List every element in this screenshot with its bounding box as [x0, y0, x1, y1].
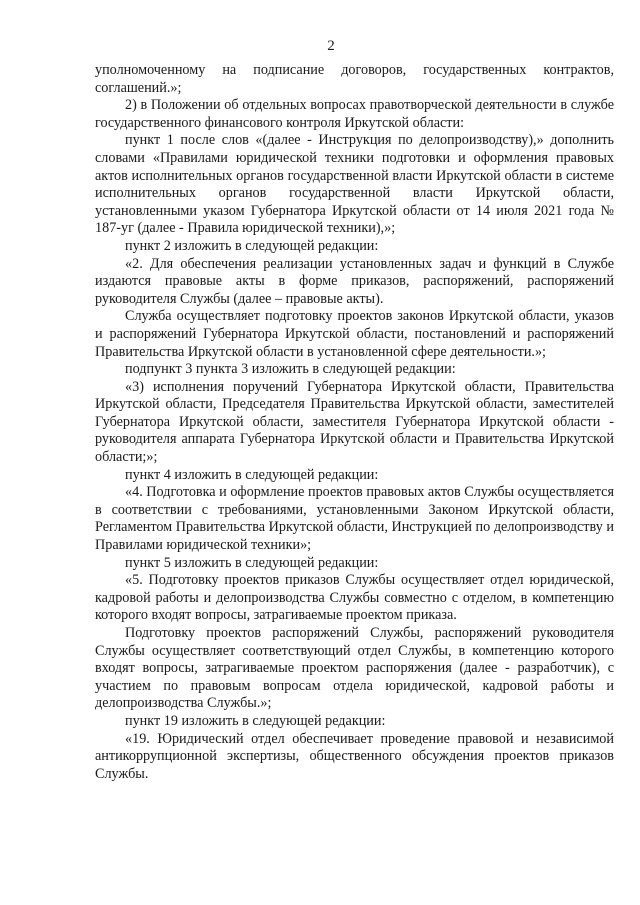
- page-number: 2: [327, 38, 335, 54]
- paragraph-1: уполномоченному на подписание договоров, государственных контрактов, соглашений.»;: [95, 62, 614, 96]
- paragraph-12: «5. Подготовку проектов приказов Службы осуществляет отдел юридической, кадровой работы и делопроизводства Службы совместно с отделом, в компетенцию которого входят вопросы, затрагиваемые проектом приказа.: [95, 572, 614, 624]
- document-body: [95, 62, 614, 783]
- paragraph-8: «3) исполнения поручений Губернатора Иркутской области, Правительства Иркутской области, Председателя Правительства Иркутской области, заместителей Губернатора Иркутской области, заместителя Губернатора Иркутской области - руководителя аппарата Губернатора Иркутской области и Правительства Иркутской области;»;: [95, 378, 614, 466]
- paragraph-2: 2) в Положении об отдельных вопросах правотворческой деятельности в службе государственного финансового контроля Иркутской области:: [95, 97, 614, 131]
- paragraph-6: Служба осуществляет подготовку проектов законов Иркутской области, указов и распоряжений Губернатора Иркутской области, постановлений и распоряжений Правительства Иркутской области в установленной сфере деятельности.»;: [95, 308, 614, 360]
- paragraph-7: подпункт 3 пункта 3 изложить в следующей редакции:: [125, 361, 456, 378]
- paragraph-10: «4. Подготовка и оформление проектов правовых актов Службы осуществляется в соответствии с требованиями, установленными Законом Иркутской области, Регламентом Правительства Иркутской области, Инструкцией по делопроизводству и Правилами юридической техники»;: [95, 484, 614, 554]
- paragraph-14: пункт 19 изложить в следующей редакции:: [125, 712, 386, 729]
- paragraph-13: Подготовку проектов распоряжений Службы, распоряжений руководителя Службы осуществляет соответствующий отдел Службы, в компетенцию которого входят вопросы, затрагиваемые проектом распоряжения (далее - разработчик), с участием по правовым вопросам отдела юридической, кадровой работы и делопроизводства Службы.»;: [95, 625, 614, 712]
- paragraph-3: пункт 1 после слов «(далее - Инструкция по делопроизводству),» дополнить словами «Правилами юридической техники подготовки и оформления правовых актов исполнительных органов государственной власти Иркутской области в системе исполнительных органов государственной власти Иркутской области, установленными указом Губернатора Иркутской области от 14 июля 2021 года № 187-уг (далее - Правила юридической техники),»;: [95, 132, 614, 237]
- paragraph-5: «2. Для обеспечения реализации установленных задач и функций в Службе издаются правовые акты в форме приказов, распоряжений, распоряжений руководителя Службы (далее – правовые акты).: [95, 255, 614, 307]
- paragraph-11: пункт 5 изложить в следующей редакции:: [125, 554, 379, 571]
- paragraph-4: пункт 2 изложить в следующей редакции:: [125, 237, 379, 254]
- paragraph-9: пункт 4 изложить в следующей редакции:: [125, 466, 379, 483]
- paragraph-15: «19. Юридический отдел обеспечивает проведение правовой и независимой антикоррупционной экспертизы, общественного обсуждения проектов приказов Службы.: [95, 730, 614, 782]
